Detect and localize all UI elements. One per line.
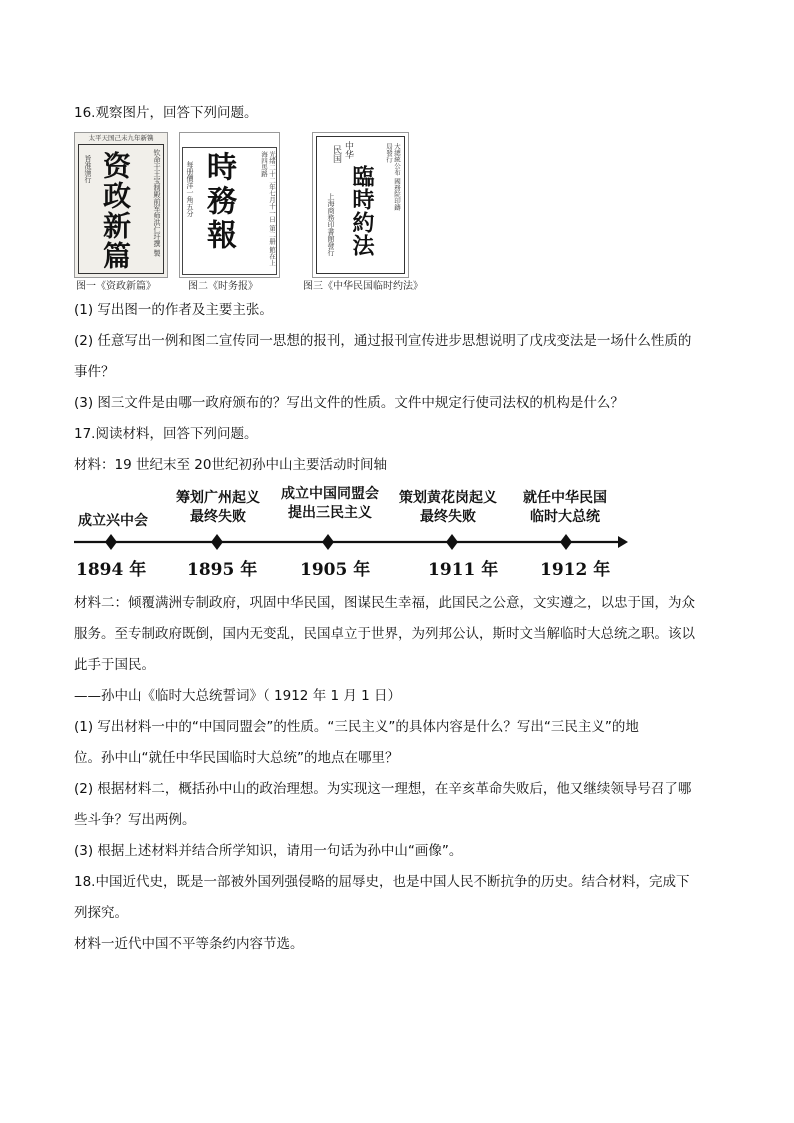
timeline-label-1912-line2: 临时大总统	[530, 509, 600, 525]
q17-item-2: (2) 根据材料二，概括孙中山的政治理想。为实现这一理想，在辛亥革命失败后，他又继续领导号召了哪	[74, 781, 692, 797]
timeline-marker	[560, 534, 572, 550]
q16-title: 16.观察图片，回答下列问题。	[74, 105, 258, 121]
timeline-marker	[105, 534, 117, 550]
figure-1-header	[75, 133, 167, 143]
figure-2-main-title: 時務報	[201, 151, 236, 253]
timeline-label-1895	[168, 489, 268, 527]
q17-material2-line2: 服务。至专制政府既倒，国内无变乱，民国卓立于世界，为列邦公认，斯时文当解临时大总统之职。该以	[74, 626, 695, 642]
timeline-year-1895: 1895 年	[187, 560, 258, 580]
timeline-label-1905	[274, 485, 386, 523]
timeline-label-1912	[510, 489, 620, 527]
timeline-year-1905: 1905 年	[300, 560, 371, 580]
q17-item-2-cont: 些斗争？写出两例。	[74, 812, 196, 828]
figure-3-caption: 图三《中华民国临时约法》	[303, 281, 423, 292]
q18-line-2: 列探究。	[74, 905, 128, 921]
figure-1-right-col: 钦命干王宝制殿前军师洪仁玕撰 製	[153, 149, 161, 257]
q17-material2-line3: 此手于国民。	[74, 657, 155, 673]
figure-1-caption: 图一《资政新篇》	[76, 281, 156, 292]
timeline-label-1894-line1: 成立兴中会	[78, 513, 148, 529]
figure-1-image	[74, 132, 168, 278]
q16-item-3: (3) 图三文件是由哪一政府颁布的？写出文件的性质。文件中规定行使司法权的机构是什么？	[74, 395, 624, 411]
figure-2-caption: 图二《时务报》	[188, 281, 258, 292]
timeline-marker	[322, 534, 334, 550]
figure-1-left-col: 旨准颁行	[84, 155, 92, 183]
q17-material1-title: 材料：19 世纪末至 20世纪初孙中山主要活动时间轴	[74, 457, 387, 473]
q17-item-3: (3) 根据上述材料并结合所学知识，请用一句话为孙中山“画像”。	[74, 843, 463, 859]
timeline-label-1905-line1: 成立中国同盟会	[281, 486, 379, 502]
timeline	[70, 485, 630, 580]
figure-2-left-col: 每册價洋一角五分	[186, 161, 194, 217]
q16-item-2-cont: 事件？	[74, 364, 115, 380]
q17-item-1-cont: 位。孙中山“就任中华民国临时大总统”的地点在哪里？	[74, 750, 399, 766]
figure-1-header-text: 太平天国己未九年新镌	[88, 134, 154, 142]
timeline-label-1905-line2: 提出三民主义	[288, 505, 372, 521]
timeline-year-1894: 1894 年	[76, 560, 147, 580]
figure-3-image	[312, 132, 409, 278]
timeline-marker	[211, 534, 223, 550]
figure-3-left-col: 上海商務印書館發行	[327, 193, 335, 256]
timeline-marker	[446, 534, 458, 550]
timeline-label-1895-line1: 筹划广州起义	[176, 490, 260, 506]
q17-item-1: (1) 写出材料一中的“中国同盟会”的性质。“三民主义”的具体内容是什么？写出“三民主义”的地	[74, 719, 639, 735]
timeline-year-1911: 1911 年	[428, 560, 499, 580]
timeline-label-1894	[70, 512, 156, 531]
q18-material1-title: 材料一近代中国不平等条约内容节选。	[74, 936, 304, 952]
timeline-label-1911-line2: 最终失败	[420, 509, 476, 525]
timeline-label-1912-line1: 就任中华民国	[523, 490, 607, 506]
figure-3-top-col1: 中华	[343, 141, 353, 159]
q16-item-1: (1) 写出图一的作者及主要主张。	[74, 302, 273, 318]
figure-3-right-col: 大總統公布 國務院印鑄局發行	[385, 143, 401, 211]
figure-1-main-title: 资政新篇	[99, 151, 132, 271]
figure-3-main-title: 臨時約法	[349, 165, 375, 257]
q17-material2-line1: 材料二：倾覆满洲专制政府，巩固中华民国，图谋民生幸福，此国民之公意，文实遵之，以忠于国，为众	[74, 595, 695, 611]
timeline-arrowhead	[618, 536, 628, 548]
timeline-label-1911-line1: 策划黄花岗起义	[399, 490, 497, 506]
timeline-year-1912: 1912 年	[540, 560, 611, 580]
figure-2-image	[179, 132, 280, 278]
q17-source: ——孙中山《临时大总统誓词》（ 1912 年 1 月 1 日）	[74, 688, 402, 704]
figure-3-top-col2: 民国	[331, 145, 341, 163]
q17-title: 17.阅读材料，回答下列问题。	[74, 426, 258, 442]
figure-2-right-col: 光绪二十二年七月十一日 第二册 館在上海四馬路	[260, 151, 276, 266]
timeline-label-1911	[392, 489, 504, 527]
q16-item-2: (2) 任意写出一例和图二宣传同一思想的报刊，通过报刊宣传进步思想说明了戊戌变法是一场什么性质的	[74, 333, 692, 349]
timeline-label-1895-line2: 最终失败	[190, 509, 246, 525]
q18-line-1: 18.中国近代史，既是一部被外国列强侵略的屈辱史，也是中国人民不断抗争的历史。结合材料，完成下	[74, 874, 690, 890]
